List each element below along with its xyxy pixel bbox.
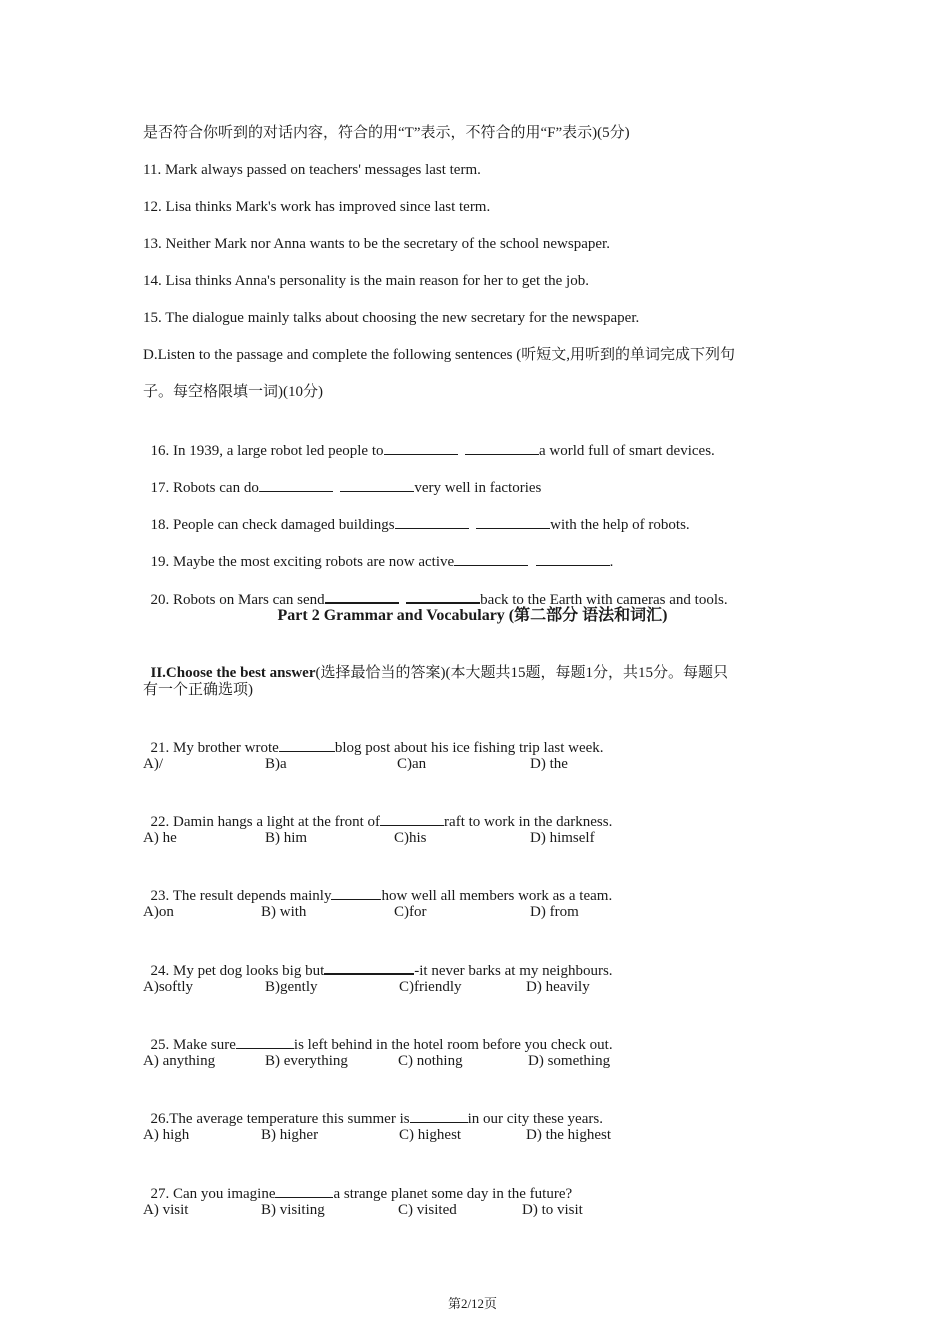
option-c: C)friendly <box>399 979 462 995</box>
option-d: D) heavily <box>526 979 590 995</box>
question-text: 27. Can you imagine <box>150 1186 276 1202</box>
question-text: a strange planet some day in the future? <box>333 1186 573 1202</box>
option-a: A) anything <box>143 1053 216 1069</box>
answer-blank <box>476 514 550 529</box>
tf-item-13: 13. Neither Mark nor Anna wants to be the secretary of the school newspaper. <box>143 236 610 252</box>
option-b: B)a <box>265 756 287 772</box>
answer-blank <box>259 477 333 492</box>
option-c: C)an <box>397 756 427 772</box>
option-b: B) everything <box>265 1053 348 1069</box>
option-d: D) something <box>528 1053 611 1069</box>
answer-blank <box>395 514 469 529</box>
question-text: 24. My pet dog looks big but <box>150 963 325 979</box>
question-text: 25. Make sure <box>150 1037 236 1053</box>
option-a: A) high <box>143 1127 190 1143</box>
option-c: C) nothing <box>398 1053 463 1069</box>
option-d: D) the highest <box>526 1127 611 1143</box>
question-text: raft to work in the darkness. <box>444 814 613 830</box>
page-footer: 第2/12页 <box>447 1296 498 1311</box>
fill-item-text: back to the Earth with cameras and tools. <box>480 592 728 608</box>
option-c: C) visited <box>398 1202 457 1218</box>
section-ii-line2: 有一个正确选项) <box>143 682 253 698</box>
option-c: C) highest <box>399 1127 462 1143</box>
question-text: is left behind in the hotel room before you check out. <box>293 1037 613 1053</box>
question-text: how well all members work as a team. <box>381 888 613 904</box>
section-ii-instructions: (选择最恰当的答案)(本大题共15题，每题1分，共15分。每题只 <box>315 665 728 681</box>
section-d-line2: 子。每空格限填一词)(10分) <box>143 384 323 400</box>
question-text: 26.The average temperature this summer is <box>150 1111 410 1127</box>
option-d: D) to visit <box>522 1202 583 1218</box>
fill-item-text: 18. People can check damaged buildings <box>150 517 395 533</box>
mc-question-27 <box>143 1163 572 1204</box>
fill-item-18 <box>143 494 690 535</box>
question-text: 23. The result depends mainly <box>150 888 332 904</box>
answer-blank <box>410 1108 468 1123</box>
mc-question-23 <box>143 865 612 906</box>
fill-item-text: 17. Robots can do <box>150 480 259 496</box>
fill-item-16 <box>143 420 715 461</box>
question-text: 21. My brother wrote <box>150 740 279 756</box>
question-text: -it never barks at my neighbours. <box>414 963 613 979</box>
option-d: D) himself <box>530 830 595 846</box>
fill-item-text: 16. In 1939, a large robot led people to <box>150 443 384 459</box>
section-ii-line1 <box>143 643 728 683</box>
option-d: D) from <box>530 904 579 920</box>
fill-item-17 <box>143 457 541 498</box>
fill-item-19 <box>143 531 613 572</box>
option-d: D) the <box>530 756 568 772</box>
mc-question-26 <box>143 1088 603 1129</box>
answer-blank <box>454 551 528 566</box>
tf-item-11: 11. Mark always passed on teachers' messages last term. <box>143 162 481 178</box>
question-text: 22. Damin hangs a light at the front of <box>150 814 381 830</box>
answer-blank <box>325 588 399 604</box>
mc-question-24 <box>143 939 613 981</box>
tf-item-14: 14. Lisa thinks Anna's personality is the main reason for her to get the job. <box>143 273 589 289</box>
answer-blank <box>324 959 414 975</box>
section-ii-label: II.Choose the best answer <box>150 665 316 681</box>
mc-question-22 <box>143 791 612 832</box>
answer-blank <box>384 440 458 455</box>
answer-blank <box>465 440 539 455</box>
answer-blank <box>340 477 414 492</box>
mc-question-25 <box>143 1014 613 1055</box>
fill-item-text: very well in factories <box>414 480 542 496</box>
answer-blank <box>275 1183 333 1198</box>
option-b: B) with <box>261 904 307 920</box>
option-a: A) visit <box>143 1202 189 1218</box>
section-d-line1: D.Listen to the passage and complete the following sentences (听短文,用听到的单词完成下列句 <box>143 347 735 363</box>
question-text: in our city these years. <box>467 1111 603 1127</box>
option-c: C)for <box>394 904 427 920</box>
answer-blank <box>380 811 444 826</box>
option-a: A)on <box>143 904 174 920</box>
fill-item-20 <box>143 568 728 610</box>
tf-item-15: 15. The dialogue mainly talks about choosing the new secretary for the newspaper. <box>143 310 640 326</box>
part2-title: Part 2 Grammar and Vocabulary (第二部分 语法和词汇) <box>277 607 668 624</box>
option-b: B) visiting <box>261 1202 325 1218</box>
answer-blank <box>406 588 480 604</box>
option-a: A)softly <box>143 979 193 995</box>
mc-question-21 <box>143 717 604 758</box>
tf-item-12: 12. Lisa thinks Mark's work has improved since last term. <box>143 199 491 215</box>
answer-blank <box>236 1034 294 1049</box>
option-a: A) he <box>143 830 177 846</box>
option-b: B) him <box>265 830 308 846</box>
answer-blank <box>279 737 335 752</box>
fill-item-text: 20. Robots on Mars can send <box>150 592 325 608</box>
option-a: A)/ <box>143 756 163 772</box>
fill-item-text: a world full of smart devices. <box>539 443 715 459</box>
fill-item-text: 19. Maybe the most exciting robots are now active <box>150 554 455 570</box>
question-text: blog post about his ice fishing trip last week. <box>334 740 604 756</box>
fill-item-text: with the help of robots. <box>550 517 690 533</box>
option-b: B) higher <box>261 1127 319 1143</box>
answer-blank <box>536 551 610 566</box>
option-b: B)gently <box>265 979 318 995</box>
answer-blank <box>331 885 381 900</box>
intro-line: 是否符合你听到的对话内容，符合的用“T”表示，不符合的用“F”表示)(5分) <box>143 125 630 141</box>
fill-item-text: . <box>609 554 614 570</box>
option-c: C)his <box>394 830 427 846</box>
